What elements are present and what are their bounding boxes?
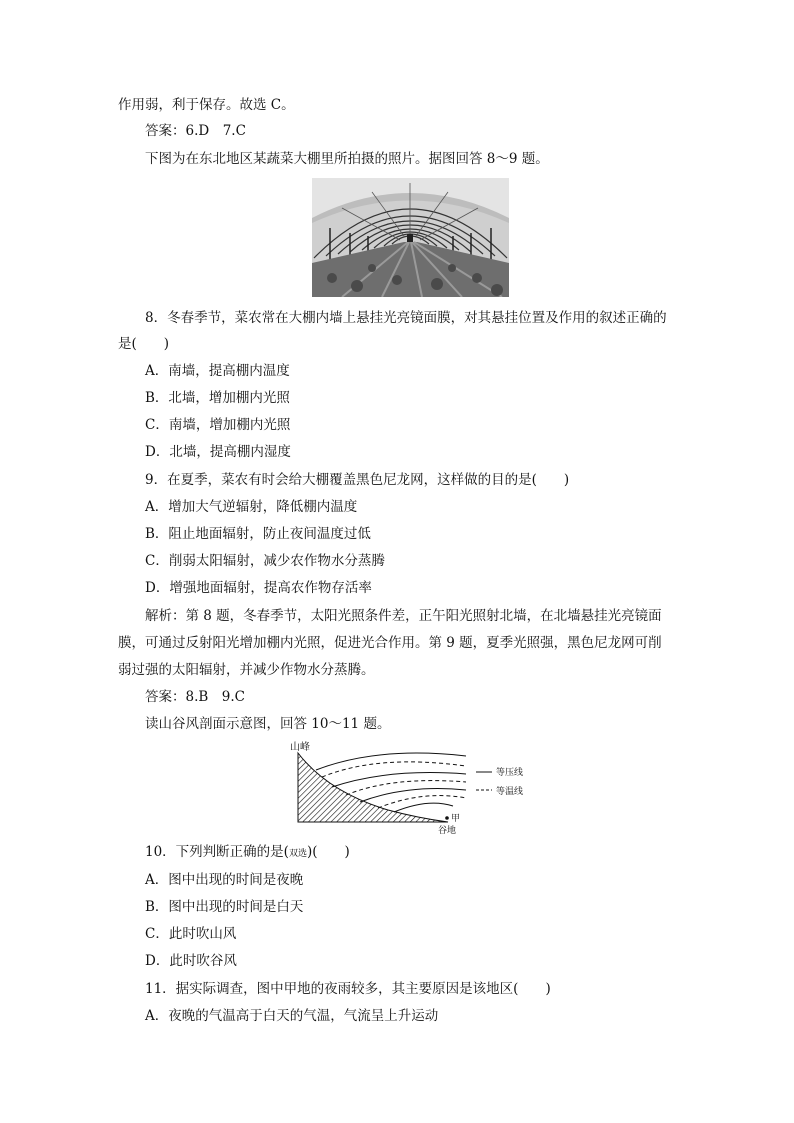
option-8b: B．北墙，增加棚内光照 [145, 390, 290, 406]
option-10b: B．图中出现的时间是白天 [145, 899, 304, 915]
explanation: 弱过强的太阳辐射，并减少作物水分蒸腾。 [118, 662, 375, 678]
question-10-text: 10．下列判断正确的是( [145, 844, 289, 860]
point-jia-label: 甲 [451, 814, 461, 824]
option-11a: A．夜晚的气温高于白天的气温，气流呈上升运动 [145, 1008, 439, 1024]
explanation: 解析：第 8 题，冬春季节，太阳光照条件差，正午阳光照射北墙，在北墙悬挂光亮镜面 [145, 608, 662, 624]
question-10 [145, 843, 350, 863]
question-10-tag: 双选 [288, 849, 307, 859]
answer-line: 答案：8.B 9.C [145, 689, 246, 705]
question-9: 9．在夏季，菜农有时会给大棚覆盖黑色尼龙网，这样做的目的是( ) [145, 472, 570, 488]
option-8a: A．南墙，提高棚内温度 [145, 363, 290, 379]
option-9a: A．增加大气逆辐射，降低棚内温度 [145, 499, 358, 515]
option-10a: A．图中出现的时间是夜晚 [145, 872, 304, 888]
valley-label: 谷地 [438, 826, 457, 836]
valley-breeze-diagram [288, 740, 548, 836]
option-9c: C．削弱太阳辐射，减少农作物水分蒸腾 [145, 553, 385, 569]
text-line: 作用弱，利于保存。故选 C。 [118, 97, 295, 113]
answer-line: 答案：6.D 7.C [145, 123, 246, 139]
legend-isotherm: 等温线 [496, 787, 524, 797]
text-line: 下图为在东北地区某蔬菜大棚里所拍摄的照片。据图回答 8～9 题。 [145, 151, 549, 167]
option-9d: D．增强地面辐射，提高农作物存活率 [145, 580, 372, 596]
question-11: 11．据实际调查，图中甲地的夜雨较多，其主要原因是该地区( ) [145, 981, 551, 997]
text-line: 读山谷风剖面示意图，回答 10～11 题。 [145, 716, 391, 732]
question-8-tail: 是( ) [118, 336, 170, 352]
option-10c: C．此时吹山风 [145, 926, 237, 942]
question-10-end: )( ) [306, 844, 350, 860]
option-8d: D．北墙，提高棚内湿度 [145, 444, 291, 460]
peak-label: 山峰 [290, 742, 310, 753]
point-jia-marker [445, 816, 449, 820]
question-8: 8．冬春季节，菜农常在大棚内墙上悬挂光亮镜面膜，对其悬挂位置及作用的叙述正确的 [145, 310, 667, 326]
explanation: 膜，可通过反射阳光增加棚内光照，促进光合作用。第 9 题，夏季光照强，黑色尼龙网可削 [118, 635, 662, 651]
greenhouse-photo [312, 178, 509, 297]
option-10d: D．此时吹谷风 [145, 953, 237, 969]
option-8c: C．南墙，增加棚内光照 [145, 417, 291, 433]
option-9b: B．阻止地面辐射，防止夜间温度过低 [145, 526, 371, 542]
legend-isobar: 等压线 [496, 768, 524, 778]
